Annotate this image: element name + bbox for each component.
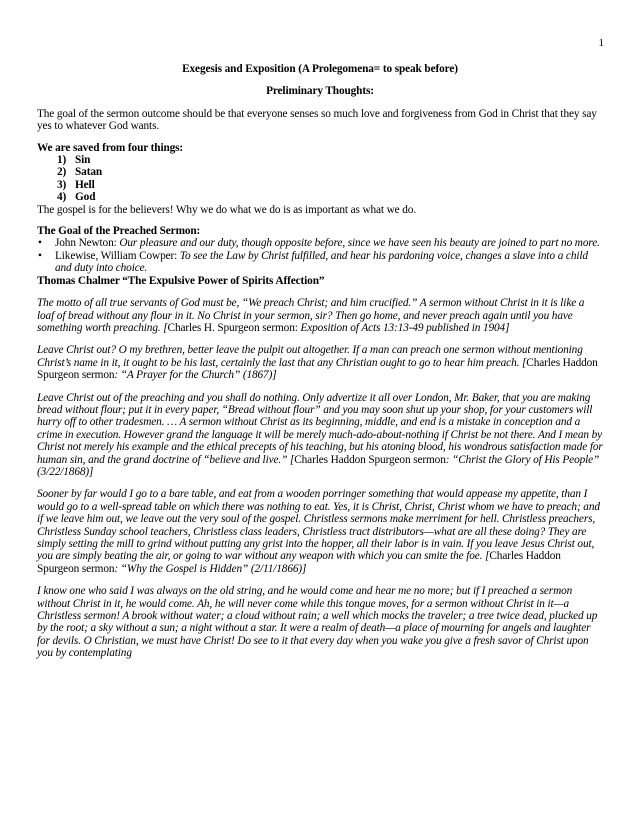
quote-paragraph: Leave Christ out of the preaching and you shall do nothing. Only advertize it all over London, Mr. Baker, that you are making bread without flour; put it in every paper, “Bread without flour” and you may soon shut up your shop, for your customers will hurry off to other tradesmen. … A sermon without Christ as its beginning, middle, and end is a mistake in conception and a crime in execution. However grand the language it will be merely much-ado-about-nothing if Christ be not there. And I mean by Christ not merely his example and the ethical precepts of his teaching, but his atoning blood, his wondrous satisfaction made for human sin, and the grand doctrine of “believe and live.” [Charles Haddon Spurgeon sermon: “Christ the Glory of His People” (3/22/1868)] (37, 391, 603, 478)
page-number: 1 (598, 37, 604, 49)
gospel-line: The gospel is for the believers! Why we do what we do is as important as what we do. (37, 203, 417, 216)
quote-paragraph: I know one who said I was always on the old string, and he would come and hear me no more; but if I preached a sermon without Christ in it, he would come. Ah, he will never come while this tongue moves, for a sermon without Christ in it—a Christless sermon! A brook without water; a cloud without rain; a well which mocks the traveler; a tree twice dead, plucked up by the root; a sky without a sun; a night without a star. It were a realm of death—a place of mourning for angels and laughter for devils. O Christian, we must have Christ! Do see to it that every day when you wake you give a fresh savor of Christ upon you by contemplating (37, 585, 598, 660)
spacer (37, 133, 603, 142)
goal-bullets (37, 237, 603, 274)
spacer (37, 382, 603, 392)
spacer (37, 334, 603, 344)
list-item: 4) God (57, 191, 96, 204)
bullet-author: Likewise, William Cowper: (55, 249, 178, 262)
spacer (37, 287, 603, 297)
spacer (37, 575, 603, 585)
goal-heading: The Goal of the Preached Sermon: (37, 225, 201, 238)
bullet-author: John Newton: (55, 237, 117, 250)
quote-paragraph: Leave Christ out? O my brethren, better leave the pulpit out altogether. If a man can preach one sermon without mentioning Christ’s name in it, it ought to be his last, certainly the last that any Christian ought to go to hear him preach. [Charles Haddon Spurgeon sermon: “A Prayer for the Church” (1867)] (37, 344, 598, 382)
quote-paragraph: The motto of all true servants of God must be, “We preach Christ; and him crucified.” A sermon without Christ in it is like a loaf of bread without any flour in it. No Christ in your sermon, sir? Then go home, and never preach again until you have something worth preaching. [Charles H. Spurgeon sermon: Exposition of Acts 13:13-49 published in 1904] (37, 297, 585, 334)
bullet-quote: To see the Law by Christ fulfilled, and hear his pardoning voice, changes a slave into a child and duty into choice. (55, 249, 588, 275)
list-item: 1) Sin (57, 154, 91, 167)
bullet-quote: Our pleasure and our duty, though opposite before, since we have seen his beauty are joined to part no more. (119, 237, 600, 250)
intro-paragraph: The goal of the sermon outcome should be that everyone senses so much love and forgiveness from God in Christ that they say yes to whatever God wants. (37, 107, 597, 133)
saved-list (37, 154, 603, 204)
spacer (37, 478, 603, 488)
bullet-item: • John Newton: Our pleasure and our duty, though opposite before, since we have seen his beauty are joined to part no more. (38, 237, 600, 250)
document-body (37, 63, 603, 660)
section-subtitle: Preliminary Thoughts: (266, 85, 374, 98)
list-item: 2) Satan (57, 166, 103, 179)
quote-paragraph: Sooner by far would I go to a bare table, and eat from a wooden porringer something that would appease my appetite, than I would go to a well-spread table on which there was nothing to eat. Yes, it is Christ, Christ, Christ whom we have to preach; and if we leave him out, we leave out the very soul of the gospel. Christless sermons make merriment for hell. Christless preachers, Christless Sunday school teachers, Christless class leaders, Christless tract distributors—what are all these doing? They are simply setting the mill to grind without putting any grist into the hopper, all their labor is in vain. If you leave Jesus Christ out, you are simply beating the air, or going to war without any weapon with which you can smite the foe. [Charles Haddon Spurgeon sermon: “Why the Gospel is Hidden” (2/11/1866)] (37, 488, 600, 575)
saved-heading: We are saved from four things: (37, 141, 184, 154)
chalmer-heading: Thomas Chalmer “The Expulsive Power of Spirits Affection” (37, 274, 325, 287)
spacer (37, 216, 603, 225)
document-title: Exegesis and Exposition (A Prolegomena= to speak before) (182, 63, 458, 75)
list-item: 3) Hell (57, 178, 95, 191)
bullet-item: • Likewise, William Cowper: To see the Law by Christ fulfilled, and hear his pardoning voice, changes a slave into a child and duty into choice. (38, 249, 588, 275)
